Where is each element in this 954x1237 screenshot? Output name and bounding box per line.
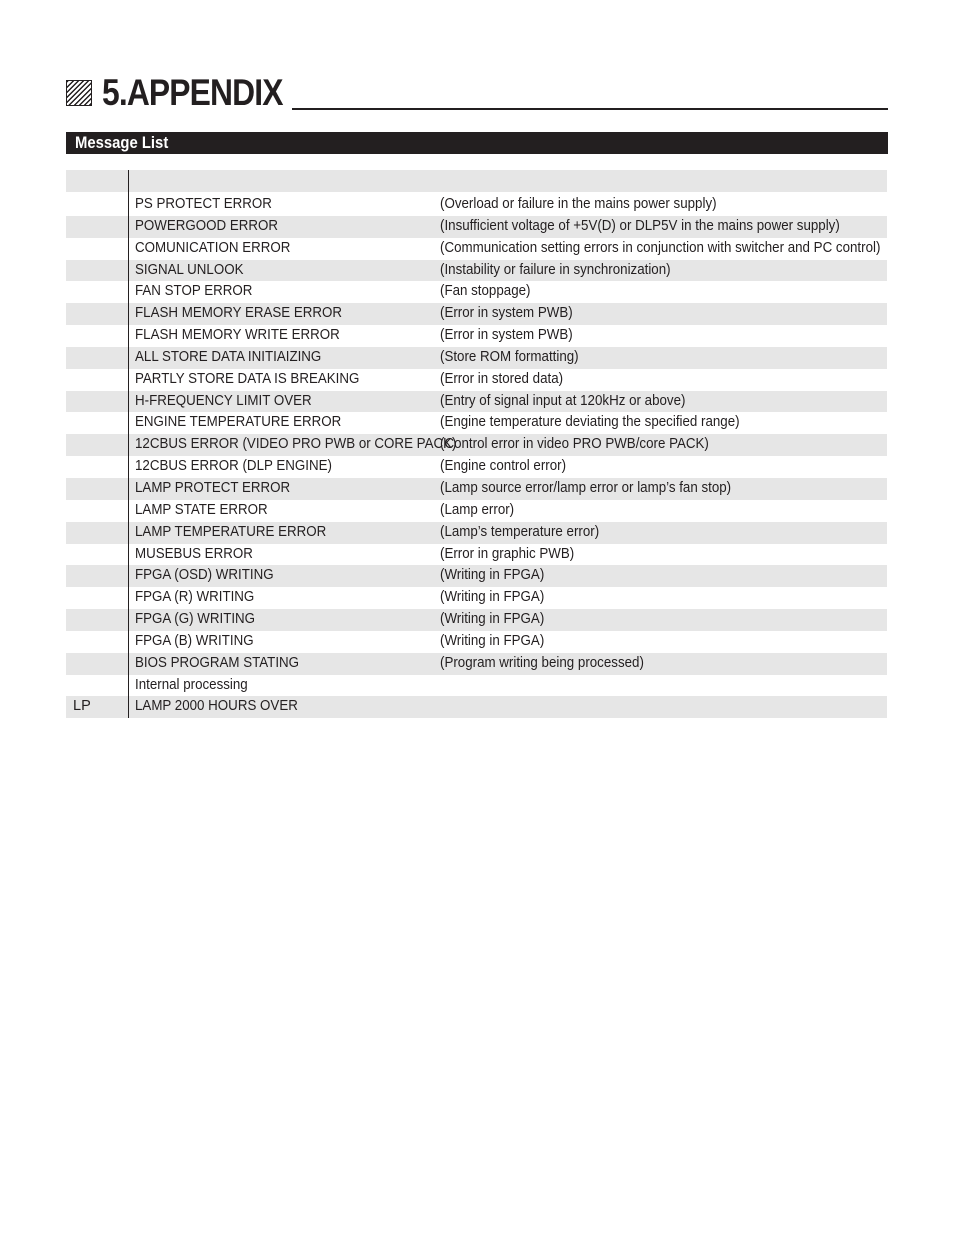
hatched-square-icon: [66, 80, 92, 106]
row-message: FLASH MEMORY ERASE ERROR: [135, 305, 343, 322]
row-message: FLASH MEMORY WRITE ERROR: [135, 327, 340, 344]
row-message: ALL STORE DATA INITIAIZING: [135, 348, 322, 365]
row-message: 12CBUS ERROR (DLP ENGINE): [135, 458, 332, 475]
row-message: BIOS PROGRAM STATING: [135, 654, 300, 671]
table-row: [66, 587, 887, 609]
section-header-bar: [66, 132, 888, 154]
row-description: (Error in graphic PWB): [440, 545, 575, 562]
table-row: [66, 434, 887, 456]
row-description: (Writing in FPGA): [440, 567, 545, 584]
row-message: FPGA (OSD) WRITING: [135, 567, 274, 584]
chapter-heading: [66, 74, 888, 114]
row-message: FPGA (G) WRITING: [135, 611, 256, 628]
row-description: (Error in system PWB): [440, 327, 573, 344]
row-message: 12CBUS ERROR (VIDEO PRO PWB or CORE PACK): [135, 436, 457, 453]
table-row: [66, 281, 887, 303]
row-description: (Program writing being processed): [440, 654, 644, 671]
row-description: (Writing in FPGA): [440, 632, 545, 649]
table-header-band: [66, 170, 887, 192]
table-row: [66, 325, 887, 347]
row-description: (Communication setting errors in conjunction with switcher and PC control): [440, 239, 881, 256]
row-code: LP: [73, 698, 91, 715]
row-message: LAMP 2000 HOURS OVER: [135, 698, 298, 715]
row-description: (Lamp source error/lamp error or lamp’s fan stop): [440, 479, 732, 496]
row-description: (Insufficient voltage of +5V(D) or DLP5V in the mains power supply): [440, 217, 840, 234]
table-body: [66, 194, 887, 718]
table-row: [66, 500, 887, 522]
row-message: COMUNICATION ERROR: [135, 239, 291, 256]
row-description: (Control error in video PRO PWB/core PACK): [440, 436, 709, 453]
row-message: SIGNAL UNLOOK: [135, 261, 244, 278]
row-description: (Lamp’s temperature error): [440, 523, 600, 540]
row-description: (Writing in FPGA): [440, 589, 545, 606]
table-row: [66, 653, 887, 675]
row-description: (Overload or failure in the mains power supply): [440, 196, 717, 212]
row-description: (Engine temperature deviating the specified range): [440, 414, 740, 431]
row-message: FPGA (B) WRITING: [135, 632, 254, 649]
row-message: ENGINE TEMPERATURE ERROR: [135, 414, 342, 431]
table-row: [66, 391, 887, 413]
table-row: [66, 696, 887, 718]
table-row: [66, 369, 887, 391]
table-row: [66, 194, 887, 216]
row-description: (Error in system PWB): [440, 305, 573, 322]
row-message: FPGA (R) WRITING: [135, 589, 255, 606]
row-message: PS PROTECT ERROR: [135, 196, 272, 212]
row-description: (Engine control error): [440, 458, 567, 475]
row-message: LAMP STATE ERROR: [135, 501, 268, 518]
row-message: LAMP TEMPERATURE ERROR: [135, 523, 327, 540]
row-message: Internal processing: [135, 676, 248, 693]
table-row: [66, 216, 887, 238]
table-row: [66, 675, 887, 697]
row-description: (Instability or failure in synchronization): [440, 261, 671, 278]
row-message: H-FREQUENCY LIMIT OVER: [135, 392, 312, 409]
row-description: (Fan stoppage): [440, 283, 531, 300]
row-description: (Error in stored data): [440, 370, 564, 387]
row-description: (Lamp error): [440, 501, 515, 518]
table-row: [66, 347, 887, 369]
table-row: [66, 412, 887, 434]
row-message: MUSEBUS ERROR: [135, 545, 253, 562]
table-row: [66, 522, 887, 544]
message-table: [66, 170, 887, 718]
table-row: [66, 631, 887, 653]
table-row: [66, 478, 887, 500]
table-row: [66, 609, 887, 631]
row-message: POWERGOOD ERROR: [135, 217, 279, 234]
table-row: [66, 456, 887, 478]
table-row: [66, 260, 887, 282]
row-message: FAN STOP ERROR: [135, 283, 253, 300]
row-message: PARTLY STORE DATA IS BREAKING: [135, 370, 360, 387]
row-description: (Entry of signal input at 120kHz or above): [440, 392, 686, 409]
row-description: (Writing in FPGA): [440, 611, 545, 628]
heading-rule: [292, 108, 888, 110]
table-row: [66, 565, 887, 587]
row-message: LAMP PROTECT ERROR: [135, 479, 291, 496]
chapter-title: 5.APPENDIX: [102, 72, 283, 113]
table-row: [66, 238, 887, 260]
table-row: [66, 544, 887, 566]
table-row: [66, 303, 887, 325]
column-divider: [128, 170, 129, 718]
row-description: (Store ROM formatting): [440, 348, 579, 365]
section-title: Message List: [75, 134, 169, 152]
